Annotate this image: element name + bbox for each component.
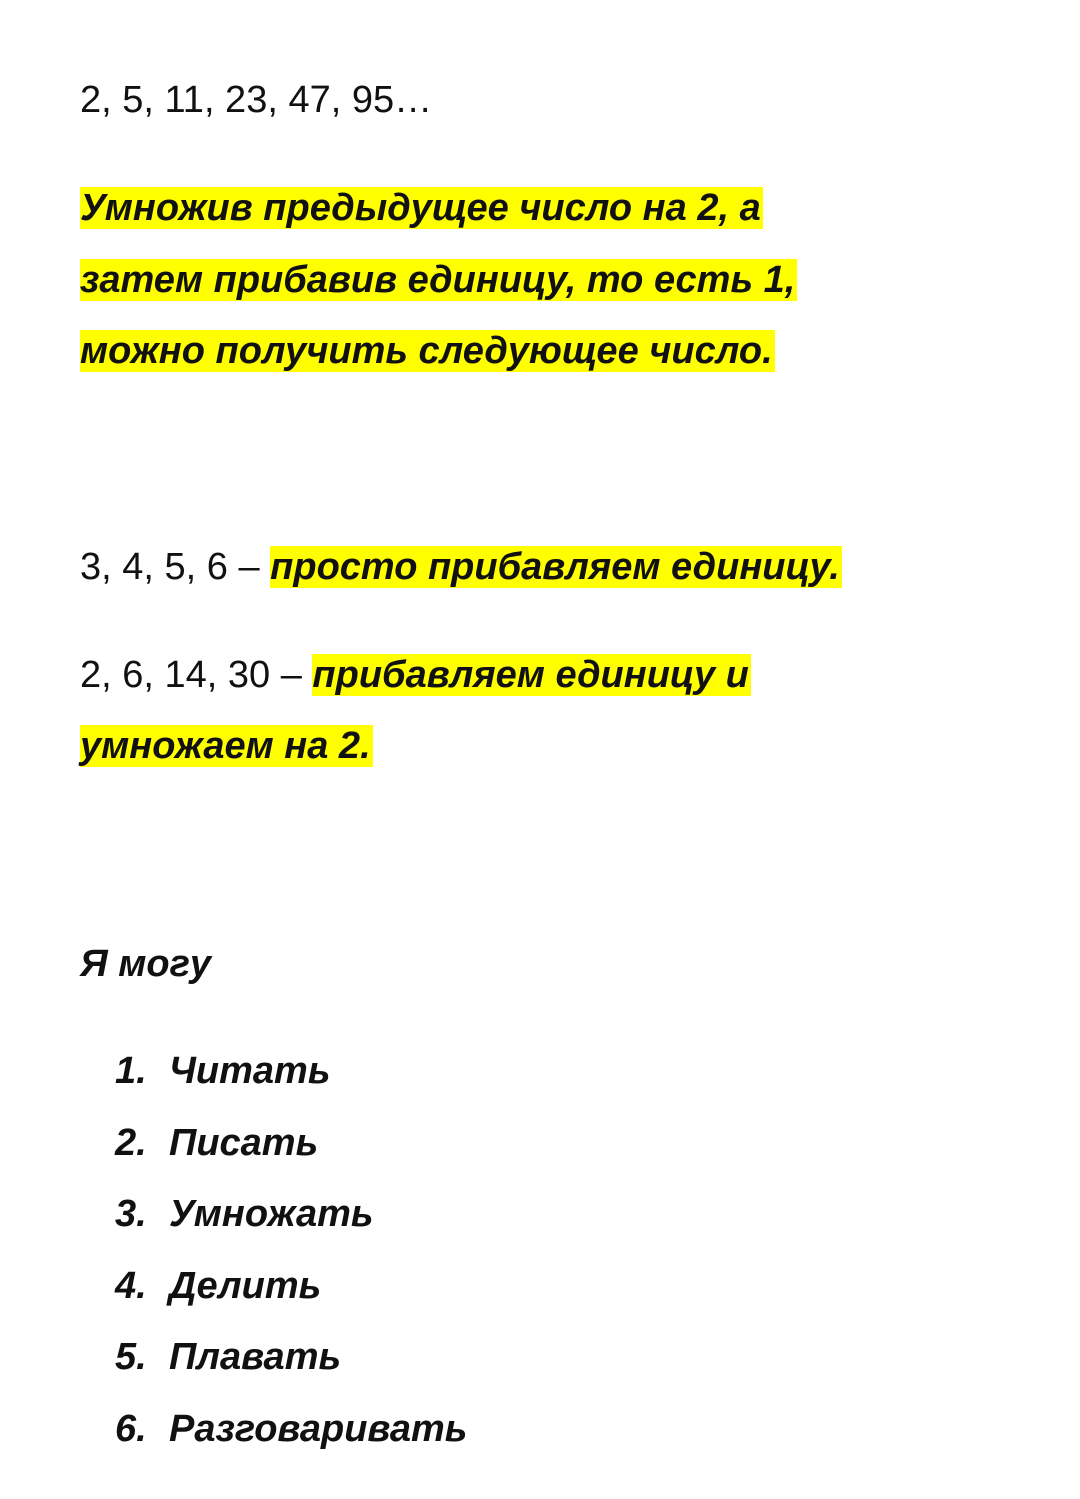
list-item-number: 6. bbox=[115, 1407, 147, 1450]
highlighted-text: Умножив предыдущее число на 2, а bbox=[80, 187, 761, 229]
list-item-number: 5. bbox=[115, 1336, 147, 1378]
list-item-label: Плавать bbox=[169, 1336, 342, 1378]
abilities-list bbox=[115, 1036, 467, 1465]
explanation-line-2 bbox=[80, 248, 797, 312]
list-item bbox=[115, 1322, 467, 1394]
sequence-plus-one bbox=[80, 535, 842, 599]
list-item bbox=[115, 1036, 467, 1108]
sequence-numbers: 2, 6, 14, 30 – bbox=[80, 654, 313, 696]
list-item bbox=[115, 1394, 467, 1466]
highlighted-text: затем прибавив единицу, то есть 1, bbox=[80, 259, 796, 301]
sequence-doubling-plus-one bbox=[80, 68, 432, 132]
list-item-label: Писать bbox=[169, 1121, 319, 1164]
list-item-label: Умножать bbox=[169, 1193, 374, 1235]
list-item-number: 4. bbox=[115, 1264, 147, 1307]
list-item-number: 2. bbox=[115, 1121, 147, 1164]
list-item-label: Разговаривать bbox=[169, 1407, 468, 1450]
sequence-plus-one-times-two bbox=[80, 643, 751, 707]
list-item-label: Читать bbox=[169, 1050, 331, 1092]
abilities-heading: Я могу bbox=[80, 943, 211, 985]
explanation-line-3 bbox=[80, 319, 775, 383]
list-item bbox=[115, 1179, 467, 1251]
sequence-numbers: 3, 4, 5, 6 – bbox=[80, 546, 271, 588]
sequence-numbers: 2, 5, 11, 23, 47, 95… bbox=[80, 79, 433, 121]
sequence-rule-continued bbox=[80, 714, 373, 778]
list-item-label: Делить bbox=[169, 1264, 322, 1307]
sequence-rule: прибавляем единицу и bbox=[312, 654, 749, 696]
explanation-line-1 bbox=[80, 176, 763, 240]
list-item-number: 1. bbox=[115, 1050, 147, 1092]
list-item bbox=[115, 1108, 467, 1180]
sequence-rule: умножаем на 2. bbox=[80, 725, 371, 767]
highlighted-text: можно получить следующее число. bbox=[80, 330, 773, 372]
list-item-number: 3. bbox=[115, 1193, 147, 1235]
list-item bbox=[115, 1251, 467, 1323]
sequence-rule: просто прибавляем единицу. bbox=[270, 546, 840, 588]
